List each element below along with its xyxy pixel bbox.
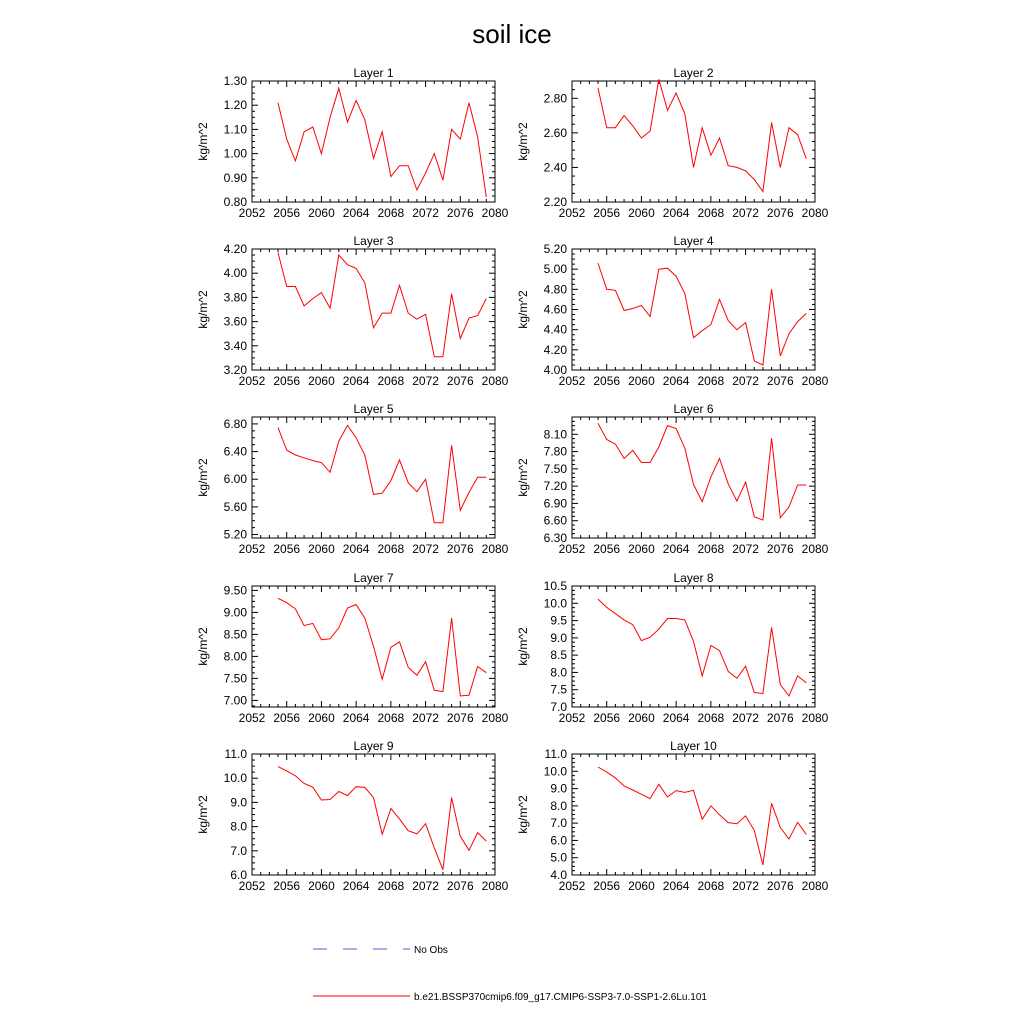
- x-tick-label: 2064: [342, 711, 370, 725]
- x-tick-label: 2080: [481, 206, 509, 220]
- panel-layer-6: [516, 402, 829, 556]
- x-tick-label: 2064: [342, 206, 370, 220]
- x-tick-label: 2080: [481, 542, 509, 556]
- series-line: [598, 767, 806, 865]
- y-tick-label: 4.20: [543, 342, 567, 357]
- y-tick-label: 9.00: [223, 605, 247, 620]
- x-tick-label: 2064: [662, 542, 690, 556]
- x-tick-label: 2064: [662, 879, 690, 893]
- panel-title: Layer 3: [353, 234, 394, 248]
- panel-layer-8: [516, 571, 829, 725]
- y-tick-label: 0.90: [223, 170, 247, 185]
- panel-layer-1: [196, 66, 509, 220]
- x-tick-label: 2052: [238, 879, 266, 893]
- plot-frame: [252, 417, 495, 538]
- y-tick-label: 9.0: [550, 630, 567, 645]
- y-tick-label: 9.0: [550, 781, 567, 796]
- y-tick-label: 6.00: [223, 472, 247, 487]
- y-tick-label: 2.40: [543, 160, 567, 175]
- x-tick-label: 2060: [628, 206, 655, 220]
- y-tick-label: 7.50: [543, 461, 567, 476]
- y-tick-label: 8.0: [550, 665, 567, 680]
- y-tick-label: 7.5: [550, 682, 567, 697]
- x-tick-label: 2060: [308, 879, 335, 893]
- y-tick-label: 8.00: [223, 649, 247, 664]
- y-tick-label: 6.90: [543, 496, 567, 511]
- y-tick-label: 5.20: [223, 527, 247, 542]
- y-tick-label: 1.30: [223, 74, 247, 88]
- x-tick-label: 2076: [766, 879, 794, 893]
- x-tick-label: 2072: [412, 542, 439, 556]
- x-tick-label: 2080: [801, 542, 829, 556]
- y-axis-label: kg/m^2: [516, 795, 530, 834]
- x-tick-label: 2072: [732, 374, 759, 388]
- plot-frame: [252, 81, 495, 202]
- x-tick-label: 2076: [446, 374, 474, 388]
- x-tick-label: 2080: [801, 206, 829, 220]
- y-tick-label: 4.40: [543, 322, 567, 337]
- y-tick-label: 6.80: [223, 416, 247, 431]
- y-axis-label: kg/m^2: [196, 290, 210, 329]
- y-tick-label: 7.0: [230, 843, 247, 858]
- x-tick-label: 2052: [558, 374, 586, 388]
- y-tick-label: 3.20: [223, 363, 247, 377]
- x-tick-label: 2064: [662, 374, 690, 388]
- y-tick-label: 8.0: [230, 819, 247, 834]
- panel-title: Layer 4: [673, 234, 714, 248]
- x-tick-label: 2068: [377, 374, 405, 388]
- series-line: [598, 599, 806, 696]
- x-tick-label: 2080: [801, 879, 829, 893]
- y-tick-label: 9.50: [223, 583, 247, 598]
- x-tick-label: 2064: [342, 542, 370, 556]
- x-tick-label: 2080: [481, 374, 509, 388]
- x-tick-label: 2052: [238, 206, 266, 220]
- legend-obs-label: No Obs: [414, 945, 448, 956]
- y-tick-label: 10.0: [543, 764, 567, 779]
- y-tick-label: 10.0: [543, 596, 567, 611]
- plot-frame: [572, 754, 815, 875]
- legend-model-label: b.e21.BSSP370cmip6.f09_g17.CMIP6-SSP3-7.0-SSP1-2.6Lu.101: [414, 992, 707, 1003]
- x-tick-label: 2056: [273, 542, 301, 556]
- x-tick-label: 2068: [377, 542, 405, 556]
- y-tick-label: 4.00: [223, 266, 247, 281]
- x-tick-label: 2052: [238, 711, 266, 725]
- panel-title: Layer 6: [673, 402, 714, 416]
- x-tick-label: 2052: [238, 374, 266, 388]
- y-tick-label: 6.30: [543, 531, 567, 545]
- x-tick-label: 2076: [766, 542, 794, 556]
- panel-layer-10: [516, 739, 829, 893]
- x-tick-label: 2060: [308, 711, 335, 725]
- y-tick-label: 2.80: [543, 91, 567, 106]
- x-tick-label: 2060: [308, 206, 335, 220]
- y-tick-label: 9.5: [550, 613, 567, 628]
- figure-title: soil ice: [472, 19, 552, 49]
- x-tick-label: 2072: [412, 879, 439, 893]
- x-tick-label: 2056: [273, 711, 301, 725]
- y-tick-label: 4.20: [223, 242, 247, 256]
- x-tick-label: 2056: [593, 374, 621, 388]
- y-tick-label: 2.60: [543, 125, 567, 140]
- x-tick-label: 2064: [662, 206, 690, 220]
- y-tick-label: 6.60: [543, 513, 567, 528]
- x-tick-label: 2064: [342, 374, 370, 388]
- x-tick-label: 2052: [558, 711, 586, 725]
- x-tick-label: 2072: [732, 879, 759, 893]
- x-tick-label: 2060: [628, 374, 655, 388]
- x-tick-label: 2076: [446, 206, 474, 220]
- x-tick-label: 2068: [377, 711, 405, 725]
- legend: [313, 945, 707, 1003]
- x-tick-label: 2056: [273, 879, 301, 893]
- panel-layer-3: [196, 234, 509, 388]
- panels: [196, 66, 829, 893]
- panel-layer-4: [516, 234, 829, 388]
- x-tick-label: 2072: [412, 374, 439, 388]
- y-tick-label: 8.50: [223, 627, 247, 642]
- x-tick-label: 2076: [766, 206, 794, 220]
- panel-title: Layer 10: [670, 739, 717, 753]
- y-tick-label: 8.0: [550, 798, 567, 813]
- y-axis-label: kg/m^2: [196, 795, 210, 834]
- plot-frame: [572, 586, 815, 707]
- x-tick-label: 2072: [412, 711, 439, 725]
- y-tick-label: 7.50: [223, 671, 247, 686]
- series-line: [598, 423, 806, 520]
- y-tick-label: 8.10: [543, 427, 567, 442]
- x-tick-label: 2060: [628, 879, 655, 893]
- x-tick-label: 2080: [481, 879, 509, 893]
- x-tick-label: 2076: [446, 879, 474, 893]
- x-tick-label: 2052: [238, 542, 266, 556]
- y-tick-label: 1.10: [223, 122, 247, 137]
- y-tick-label: 5.00: [543, 262, 567, 277]
- y-tick-label: 10.0: [223, 771, 247, 786]
- y-tick-label: 4.0: [550, 868, 567, 882]
- y-axis-label: kg/m^2: [196, 627, 210, 666]
- y-tick-label: 10.5: [543, 579, 567, 593]
- panel-title: Layer 7: [353, 571, 394, 585]
- y-axis-label: kg/m^2: [516, 458, 530, 497]
- y-tick-label: 4.80: [543, 282, 567, 297]
- series-line: [278, 88, 486, 197]
- x-tick-label: 2076: [766, 711, 794, 725]
- y-tick-label: 4.60: [543, 302, 567, 317]
- x-tick-label: 2072: [412, 206, 439, 220]
- y-tick-label: 7.0: [550, 700, 567, 714]
- y-tick-label: 8.5: [550, 648, 567, 663]
- y-tick-label: 3.40: [223, 338, 247, 353]
- x-tick-label: 2060: [628, 542, 655, 556]
- y-tick-label: 5.60: [223, 499, 247, 514]
- panel-title: Layer 8: [673, 571, 714, 585]
- x-tick-label: 2080: [801, 711, 829, 725]
- plot-frame: [252, 249, 495, 370]
- panel-layer-7: [196, 571, 509, 725]
- y-axis-label: kg/m^2: [516, 290, 530, 329]
- y-tick-label: 2.20: [543, 195, 567, 209]
- series-line: [598, 79, 806, 191]
- x-tick-label: 2068: [377, 206, 405, 220]
- y-tick-label: 3.80: [223, 290, 247, 305]
- x-tick-label: 2064: [342, 879, 370, 893]
- y-tick-label: 5.20: [543, 242, 567, 256]
- panel-layer-2: [516, 66, 829, 220]
- y-tick-label: 7.20: [543, 479, 567, 494]
- x-tick-label: 2056: [593, 542, 621, 556]
- panel-title: Layer 9: [353, 739, 394, 753]
- y-tick-label: 1.20: [223, 98, 247, 113]
- series-line: [278, 253, 486, 357]
- x-tick-label: 2056: [593, 879, 621, 893]
- x-tick-label: 2080: [801, 374, 829, 388]
- x-tick-label: 2060: [308, 542, 335, 556]
- x-tick-label: 2068: [697, 206, 725, 220]
- x-tick-label: 2060: [628, 711, 655, 725]
- plot-frame: [572, 417, 815, 538]
- x-tick-label: 2072: [732, 206, 759, 220]
- panel-title: Layer 5: [353, 402, 394, 416]
- y-axis-label: kg/m^2: [196, 122, 210, 161]
- x-tick-label: 2076: [766, 374, 794, 388]
- y-axis-label: kg/m^2: [196, 458, 210, 497]
- y-tick-label: 6.40: [223, 444, 247, 459]
- panel-layer-9: [196, 739, 509, 893]
- series-line: [598, 263, 806, 365]
- x-tick-label: 2052: [558, 206, 586, 220]
- x-tick-label: 2080: [481, 711, 509, 725]
- x-tick-label: 2052: [558, 542, 586, 556]
- panel-title: Layer 2: [673, 66, 714, 80]
- y-axis-label: kg/m^2: [516, 627, 530, 666]
- y-tick-label: 1.00: [223, 146, 247, 161]
- y-axis-label: kg/m^2: [516, 122, 530, 161]
- x-tick-label: 2052: [558, 879, 586, 893]
- x-tick-label: 2060: [308, 374, 335, 388]
- y-tick-label: 3.60: [223, 314, 247, 329]
- y-tick-label: 0.80: [223, 195, 247, 209]
- x-tick-label: 2068: [377, 879, 405, 893]
- x-tick-label: 2064: [662, 711, 690, 725]
- x-tick-label: 2056: [273, 206, 301, 220]
- x-tick-label: 2068: [697, 711, 725, 725]
- y-tick-label: 9.0: [230, 795, 247, 810]
- x-tick-label: 2068: [697, 374, 725, 388]
- x-tick-label: 2068: [697, 542, 725, 556]
- plot-frame: [572, 249, 815, 370]
- series-line: [278, 598, 486, 696]
- y-tick-label: 7.80: [543, 444, 567, 459]
- series-line: [278, 767, 486, 870]
- x-tick-label: 2072: [732, 542, 759, 556]
- x-tick-label: 2072: [732, 711, 759, 725]
- y-tick-label: 11.0: [224, 747, 247, 761]
- y-tick-label: 7.0: [550, 816, 567, 831]
- plot-frame: [572, 81, 815, 202]
- y-tick-label: 6.0: [550, 833, 567, 848]
- x-tick-label: 2056: [273, 374, 301, 388]
- x-tick-label: 2068: [697, 879, 725, 893]
- x-tick-label: 2056: [593, 711, 621, 725]
- panel-layer-5: [196, 402, 509, 556]
- panel-title: Layer 1: [353, 66, 394, 80]
- y-tick-label: 11.0: [544, 747, 567, 761]
- y-tick-label: 4.00: [543, 363, 567, 377]
- x-tick-label: 2076: [446, 542, 474, 556]
- y-tick-label: 5.0: [550, 850, 567, 865]
- y-tick-label: 7.00: [223, 693, 247, 708]
- y-tick-label: 6.0: [230, 868, 247, 882]
- series-line: [278, 425, 486, 523]
- x-tick-label: 2056: [593, 206, 621, 220]
- x-tick-label: 2076: [446, 711, 474, 725]
